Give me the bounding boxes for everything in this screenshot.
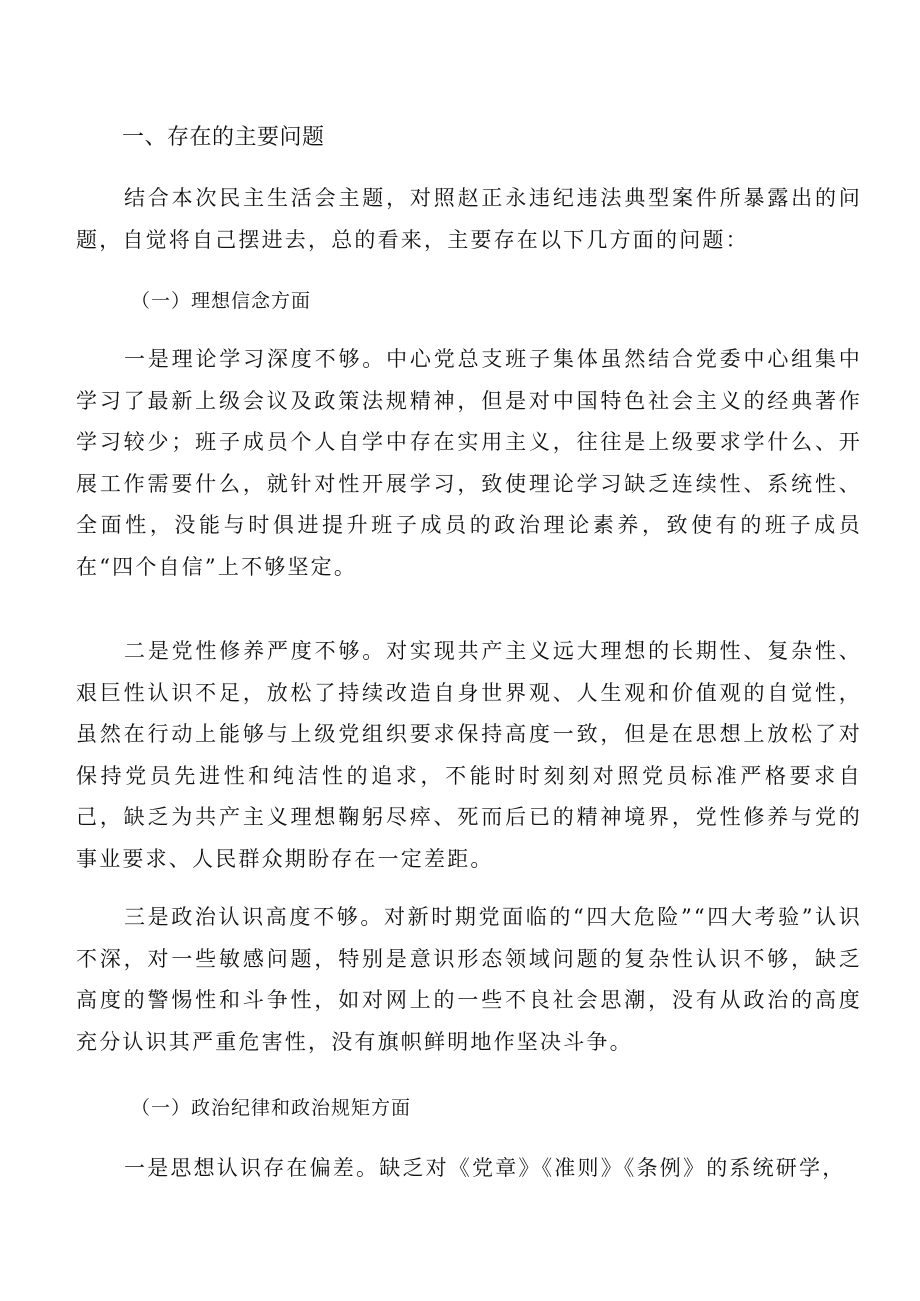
paragraph-thinking-deviation: 一是思想认识存在偏差。缺乏对《党章》《准则》《条例》的系统研学， [124, 1156, 846, 1180]
section-heading: 一、存在的主要问题 [122, 125, 325, 150]
subsection-title-discipline: （一）政治纪律和政治规矩方面 [131, 1097, 412, 1119]
paragraph-theory-study: 一是理论学习深度不够。中心党总支班子集体虽然结合党委中心组集中学习了最新上级会议及政策法规精神，但是对中国特色社会主义的经典著作学习较少；班子成员个人自学中存在实用主义，往往是上级要求学什么、开展工作需要什么，就针对性开展学习，致使理论学习缺乏连续性、系统性、全面性，没能与时俱进提升班子成员的政治理论素养，致使有的班子成员在“四个自信”上不够坚定。 [76, 347, 862, 579]
paragraph-party-spirit: 二是党性修养严度不够。对实现共产主义远大理想的长期性、复杂性、艰巨性认识不足，放松了持续改造自身世界观、人生观和价值观的自觉性，虽然在行动上能够与上级党组织要求保持高度一致，但是在思想上放松了对保持党员先进性和纯洁性的追求，不能时时刻刻对照党员标准严格要求自己，缺乏为共产主义理想鞠躬尽瘁、死而后已的精神境界，党性修养与党的事业要求、人民群众期盼存在一定差距。 [76, 639, 862, 871]
paragraph-political-awareness: 三是政治认识高度不够。对新时期党面临的“四大危险”“四大考验”认识不深，对一些敏感问题，特别是意识形态领域问题的复杂性认识不够，缺乏高度的警惕性和斗争性，如对网上的一些不良社会思潮，没有从政治的高度充分认识其严重危害性，没有旗帜鲜明地作坚决斗争。 [76, 905, 862, 1054]
intro-paragraph: 结合本次民主生活会主题，对照赵正永违纪违法典型案件所暴露出的问题，自觉将自己摆进去，总的看来，主要存在以下几方面的问题： [76, 186, 862, 252]
subsection-title-ideals: （一）理想信念方面 [131, 290, 312, 312]
